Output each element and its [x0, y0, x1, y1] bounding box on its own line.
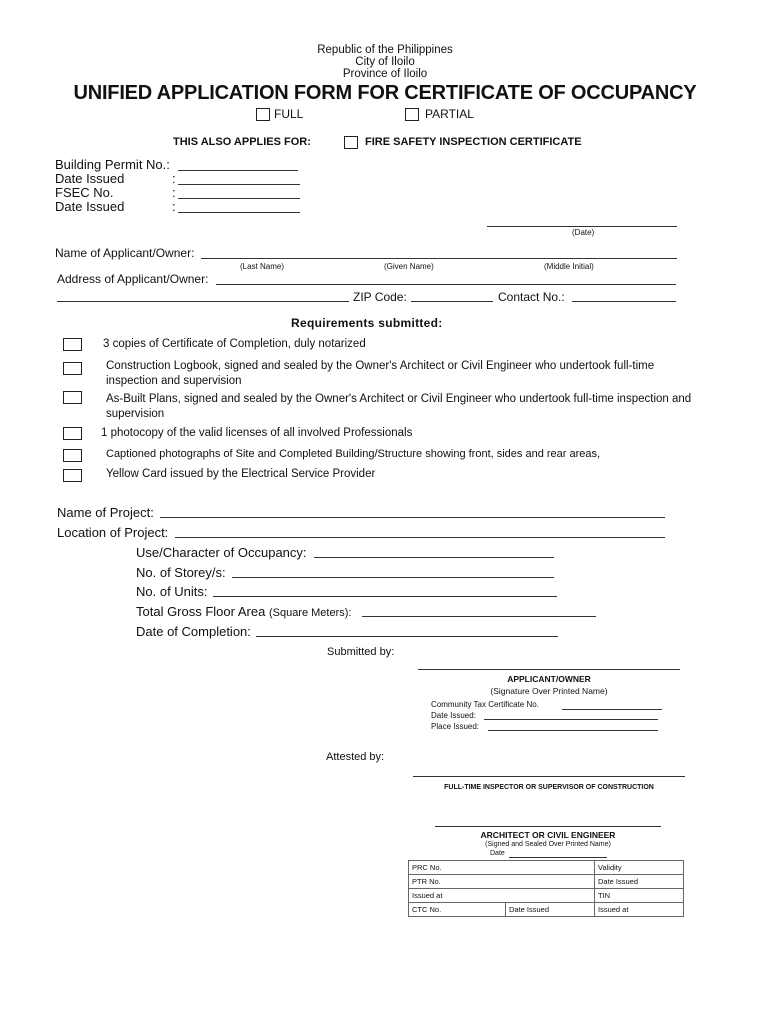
- also-applies-label: THIS ALSO APPLIES FOR:: [173, 136, 311, 148]
- architect-date-label: Date: [490, 850, 505, 857]
- storeys-label: No. of Storey/s:: [136, 565, 226, 580]
- architect-label: ARCHITECT OR CIVIL ENGINEER: [480, 830, 616, 840]
- architect-signature-field[interactable]: [435, 826, 661, 827]
- fsic-checkbox[interactable]: [344, 136, 358, 149]
- requirement-item: As-Built Plans, signed and sealed by the Owner's Architect or Civil Engineer who undertook full-time inspection and supervision: [106, 393, 692, 420]
- requirement-item: Yellow Card issued by the Electrical Service Provider: [106, 468, 376, 480]
- gfa-unit: (Square Meters):: [268, 607, 352, 619]
- ctc-date-cell[interactable]: Date Issued: [506, 903, 595, 917]
- building-permit-label: Building Permit No.:: [55, 157, 170, 172]
- date-caption: (Date): [572, 228, 595, 237]
- requirement-checkbox[interactable]: [63, 427, 82, 440]
- header-province: Province of Iloilo: [342, 68, 428, 80]
- ctc-place-field[interactable]: [488, 730, 658, 731]
- ctc-place-label: Place Issued:: [431, 722, 480, 731]
- contact-label: Contact No.:: [498, 290, 565, 304]
- last-name-caption: (Last Name): [240, 262, 285, 271]
- partial-checkbox[interactable]: [405, 108, 419, 121]
- gfa-field[interactable]: [362, 616, 596, 617]
- requirement-checkbox[interactable]: [63, 449, 82, 462]
- attested-by-label: Attested by:: [326, 751, 385, 763]
- address-field-2[interactable]: [57, 301, 349, 302]
- requirement-checkbox[interactable]: [63, 362, 82, 375]
- colon: :: [172, 171, 176, 186]
- zip-field[interactable]: [411, 301, 493, 302]
- ctc-issued-at-cell[interactable]: Issued at: [595, 903, 684, 917]
- date-field[interactable]: [487, 226, 677, 227]
- contact-field[interactable]: [572, 301, 676, 302]
- address-field[interactable]: [216, 284, 676, 285]
- address-label: Address of Applicant/Owner:: [57, 272, 209, 286]
- partial-label: PARTIAL: [425, 107, 474, 121]
- colon: :: [172, 199, 176, 214]
- submitted-by-label: Submitted by:: [327, 646, 395, 658]
- fsec-field[interactable]: [178, 198, 300, 199]
- prc-cell[interactable]: PRC No.: [409, 861, 595, 875]
- building-permit-field[interactable]: [178, 170, 298, 171]
- issued-at-cell[interactable]: Issued at: [409, 889, 595, 903]
- units-field[interactable]: [213, 596, 557, 597]
- ctc-label: Community Tax Certificate No.: [431, 700, 539, 709]
- requirement-item: 3 copies of Certificate of Completion, duly notarized: [103, 338, 366, 350]
- table-row: [409, 889, 684, 903]
- full-label: FULL: [274, 107, 304, 121]
- full-checkbox[interactable]: [256, 108, 270, 121]
- ctc-cell[interactable]: CTC No.: [409, 903, 506, 917]
- tin-cell[interactable]: TIN: [595, 889, 684, 903]
- middle-initial-caption: (Middle Initial): [544, 262, 594, 271]
- signature-caption: (Signature Over Printed Name): [490, 686, 608, 696]
- requirement-checkbox[interactable]: [63, 391, 82, 404]
- ctc-field[interactable]: [562, 709, 662, 710]
- inspector-label: FULL-TIME INSPECTOR OR SUPERVISOR OF CONSTRUCTION: [444, 784, 654, 791]
- form-title: UNIFIED APPLICATION FORM FOR CERTIFICATE OF OCCUPANCY: [73, 82, 697, 104]
- completion-label: Date of Completion:: [136, 624, 251, 639]
- signed-sealed-caption: (Signed and Sealed Over Printed Name): [485, 841, 611, 848]
- requirement-checkbox[interactable]: [63, 338, 82, 351]
- table-row: [409, 875, 684, 889]
- project-location-field[interactable]: [175, 537, 665, 538]
- applicant-owner-label: APPLICANT/OWNER: [507, 674, 591, 684]
- project-name-field[interactable]: [160, 517, 665, 518]
- ptr-cell[interactable]: PTR No.: [409, 875, 595, 889]
- architect-date-field[interactable]: [509, 857, 607, 858]
- gfa-label: [136, 604, 351, 619]
- requirements-heading: Requirements submitted:: [291, 316, 443, 330]
- fsec-date-field[interactable]: [178, 212, 300, 213]
- ptr-date-cell[interactable]: Date Issued: [595, 875, 684, 889]
- applicant-signature-field[interactable]: [418, 669, 680, 670]
- applicant-name-field[interactable]: [201, 258, 677, 259]
- project-name-label: Name of Project:: [57, 505, 154, 520]
- ctc-date-field[interactable]: [484, 719, 658, 720]
- inspector-signature-field[interactable]: [413, 776, 685, 777]
- header-republic: Republic of the Philippines: [317, 44, 453, 56]
- table-row: [409, 903, 684, 917]
- occupancy-field[interactable]: [314, 557, 554, 558]
- fsic-label: FIRE SAFETY INSPECTION CERTIFICATE: [365, 136, 582, 148]
- given-name-caption: (Given Name): [384, 262, 434, 271]
- fsec-date-label: Date Issued: [55, 199, 125, 214]
- occupancy-label: Use/Character of Occupancy:: [136, 545, 307, 560]
- project-location-label: Location of Project:: [57, 525, 169, 540]
- colon: :: [172, 185, 176, 200]
- requirement-item: Construction Logbook, signed and sealed by the Owner's Architect or Civil Engineer who undertook full-time inspection and supervision: [106, 360, 655, 387]
- gfa-label-text: Total Gross Floor Area: [136, 604, 266, 619]
- units-label: No. of Units:: [136, 584, 208, 599]
- applicant-name-label: Name of Applicant/Owner:: [55, 246, 195, 260]
- fsec-label: FSEC No.: [55, 185, 114, 200]
- table-row: [409, 861, 684, 875]
- date-issued-label: Date Issued: [55, 171, 125, 186]
- header-city: City of Iloilo: [355, 56, 415, 68]
- validity-cell[interactable]: Validity: [595, 861, 684, 875]
- professional-info-table: [408, 860, 684, 917]
- ctc-date-label: Date Issued:: [431, 711, 476, 720]
- requirement-checkbox[interactable]: [63, 469, 82, 482]
- zip-label: ZIP Code:: [353, 290, 407, 304]
- requirement-item: 1 photocopy of the valid licenses of all involved Professionals: [101, 427, 413, 439]
- requirement-item: Captioned photographs of Site and Completed Building/Structure showing front, sides and rear areas,: [106, 448, 601, 460]
- storeys-field[interactable]: [232, 577, 554, 578]
- date-issued-field[interactable]: [178, 184, 300, 185]
- completion-field[interactable]: [256, 636, 558, 637]
